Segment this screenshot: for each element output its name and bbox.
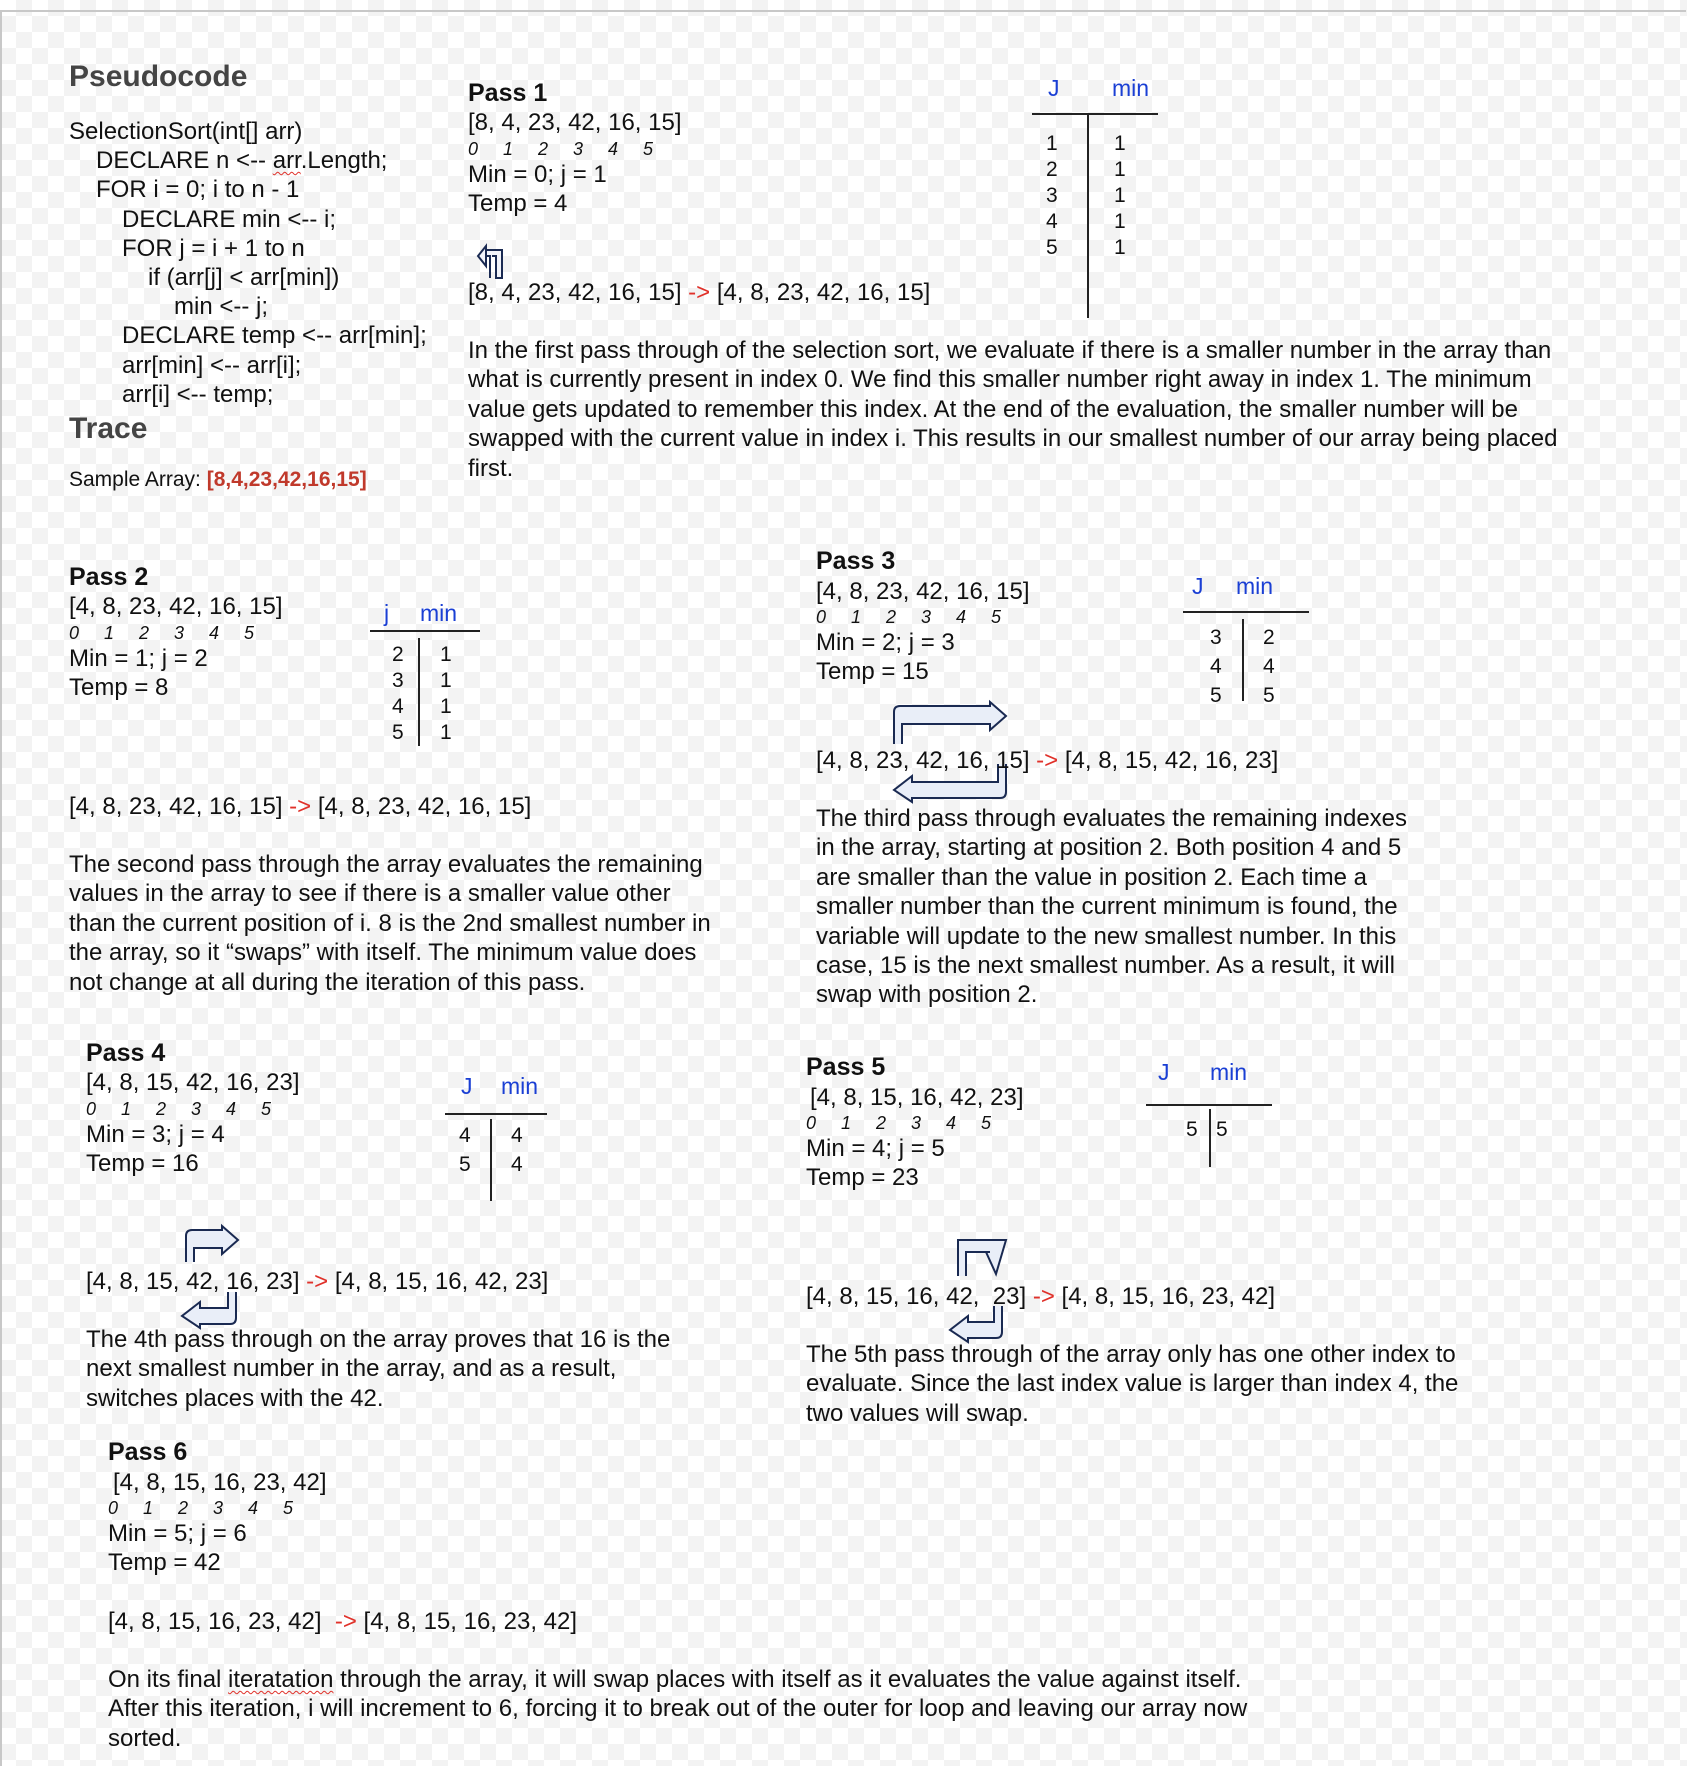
pass-3-min: Min = 2; j = 3 bbox=[816, 629, 955, 656]
pass-2-title: Pass 2 bbox=[69, 563, 149, 591]
pass-2-description: The second pass through the array evaluates the remaining values in the array to see if there is a smaller value other than the current position of i. 8 is the 2nd smallest number in the array, so it “swaps” with itself. The minimum value does not change at all during the iteration of this pass. bbox=[69, 851, 711, 996]
sample-value: [8,4,23,42,16,15] bbox=[206, 468, 367, 491]
code-line: arr[min] <-- arr[i]; bbox=[122, 351, 302, 379]
pass-6-array: [4, 8, 15, 16, 23, 42] bbox=[113, 1469, 327, 1496]
code-line: SelectionSort(int[] arr) bbox=[69, 118, 303, 145]
table-divider bbox=[418, 638, 420, 746]
code-line: arr[i] <-- temp; bbox=[122, 380, 274, 408]
table-head-j: J bbox=[1048, 75, 1060, 101]
after-array: [4, 8, 15, 16, 23, 42] bbox=[363, 1608, 578, 1635]
pass-6-swap-line bbox=[108, 1607, 577, 1636]
pass-4-title: Pass 4 bbox=[86, 1039, 166, 1067]
after-array: [4, 8, 15, 42, 16, 23] bbox=[1064, 747, 1279, 774]
pass-3-temp: Temp = 15 bbox=[816, 658, 929, 685]
pass-4-swap-line bbox=[86, 1267, 548, 1296]
pass-6-description: On its final iteratation through the array, it will swap places with itself as it evaluates the value against itself. After this iteration, i will increment to 6, forcing it to break out of the outer for loop and leaving our array now sorted. bbox=[108, 1666, 1248, 1752]
pass-1-description: In the first pass through of the selection sort, we evaluate if there is a smaller number in the array than what is currently present in index 0. We find this smaller number right away in index 1. The minimum value gets updated to remember this index. At the end of the evaluation, the smaller number will be swapped with the current value in index i. This results in our smallest number of our array being placed first. bbox=[468, 337, 1558, 482]
table-head-min: min bbox=[420, 600, 458, 626]
table-head-j: J bbox=[461, 1073, 473, 1099]
pass-2-temp: Temp = 8 bbox=[69, 674, 169, 701]
before-array: [4, 8, 23, 42, 16, 15] bbox=[69, 793, 283, 820]
pass-5-description: The 5th pass through of the array only has one other index to evaluate. Since the last index value is larger than index 4, the two values will swap. bbox=[806, 1341, 1459, 1427]
code-line: DECLARE min <-- i; bbox=[122, 205, 337, 233]
pass-4-description: The 4th pass through on the array proves that 16 is the next smallest number in the array, and as a result, switches places with the 42. bbox=[86, 1326, 671, 1412]
pass-5-indices: 0 1 2 3 4 5 bbox=[806, 1113, 992, 1133]
after-array: [4, 8, 15, 16, 23, 42] bbox=[1061, 1283, 1276, 1310]
pseudocode-block bbox=[69, 117, 427, 409]
table-rule bbox=[1146, 1104, 1272, 1106]
pass-6-temp: Temp = 42 bbox=[108, 1549, 221, 1576]
table-head-min: min bbox=[1112, 75, 1150, 101]
code-line: FOR i = 0; i to n - 1 bbox=[96, 176, 300, 204]
before-array: [4, 8, 15, 16, 23, 42] bbox=[108, 1608, 322, 1635]
pass-4-temp: Temp = 16 bbox=[86, 1150, 199, 1177]
pass-4-array: [4, 8, 15, 42, 16, 23] bbox=[86, 1069, 300, 1096]
table-j-col: 1 2 3 4 5 bbox=[1046, 132, 1058, 259]
table-min-col: 5 bbox=[1216, 1118, 1228, 1141]
pass-2-indices: 0 1 2 3 4 5 bbox=[69, 623, 255, 643]
pass-2-array: [4, 8, 23, 42, 16, 15] bbox=[69, 593, 283, 620]
after-array: [4, 8, 23, 42, 16, 15] bbox=[716, 279, 931, 306]
pass-6-indices: 0 1 2 3 4 5 bbox=[108, 1498, 294, 1518]
pass-1-temp: Temp = 4 bbox=[468, 190, 568, 217]
table-min-col: 1 1 1 1 bbox=[440, 643, 452, 744]
table-rule bbox=[370, 630, 480, 632]
table-head-j: J bbox=[1158, 1059, 1170, 1085]
after-array: [4, 8, 23, 42, 16, 15] bbox=[317, 793, 532, 820]
pass-5-title: Pass 5 bbox=[806, 1053, 886, 1081]
before-array: [4, 8, 15, 16, 42, 23] bbox=[806, 1283, 1027, 1310]
swap-arrow-left-icon bbox=[946, 1310, 1008, 1344]
table-head-j: J bbox=[1192, 573, 1204, 599]
pass-3-description: The third pass through evaluates the remaining indexes in the array, starting at position 2. Both position 4 and 5 are smaller than the value in position 2. Each time a smaller number than the current minimum is found, the variable will update to the new smallest number. In this case, 15 is the next smallest number. As a result, it will swap with position 2. bbox=[816, 805, 1408, 1009]
pass-1-array: [8, 4, 23, 42, 16, 15] bbox=[468, 109, 682, 136]
table-j-col: 3 4 5 bbox=[1210, 626, 1222, 707]
pass-6-title: Pass 6 bbox=[108, 1438, 188, 1466]
sample-label: Sample Array: bbox=[69, 468, 207, 491]
pass-3-swap-line bbox=[816, 746, 1278, 775]
swap-arrow-right-icon bbox=[182, 1228, 240, 1262]
before-array: [4, 8, 23, 42, 16, 15] bbox=[816, 747, 1030, 774]
arrow-symbol: -> bbox=[688, 279, 711, 306]
after-array: [4, 8, 15, 16, 42, 23] bbox=[334, 1268, 549, 1295]
table-head-min: min bbox=[1236, 573, 1274, 599]
trace-heading: Trace bbox=[69, 412, 148, 445]
pass-1-indices: 0 1 2 3 4 5 bbox=[468, 139, 654, 159]
table-head-min: min bbox=[501, 1073, 539, 1099]
sample-array bbox=[69, 468, 367, 492]
table-min-col: 1 1 1 1 1 bbox=[1114, 132, 1126, 259]
pass-6-min: Min = 5; j = 6 bbox=[108, 1520, 247, 1547]
pseudocode-heading: Pseudocode bbox=[69, 60, 248, 93]
pass-2-swap-line bbox=[69, 792, 531, 821]
code-line: DECLARE temp <-- arr[min]; bbox=[122, 322, 427, 350]
table-rule bbox=[1183, 611, 1309, 613]
table-divider bbox=[490, 1119, 492, 1201]
pass-5-swap-line bbox=[806, 1282, 1275, 1311]
table-head-min: min bbox=[1210, 1059, 1248, 1085]
swap-arrow-right-icon bbox=[890, 704, 1012, 734]
arrow-symbol: -> bbox=[334, 1608, 357, 1635]
code-line: min <-- j; bbox=[174, 293, 269, 321]
arrow-symbol: -> bbox=[1032, 1283, 1055, 1310]
arrow-symbol: -> bbox=[1036, 747, 1059, 774]
table-j-col: 2 3 4 5 bbox=[392, 643, 404, 744]
pass-1-min: Min = 0; j = 1 bbox=[468, 161, 607, 188]
before-array: [8, 4, 23, 42, 16, 15] bbox=[468, 279, 682, 306]
pass-2-min: Min = 1; j = 2 bbox=[69, 645, 208, 672]
pass-5-array: [4, 8, 15, 16, 42, 23] bbox=[810, 1084, 1024, 1111]
pass-3-indices: 0 1 2 3 4 5 bbox=[816, 607, 1002, 627]
before-array: [4, 8, 15, 42, 16, 23] bbox=[86, 1268, 300, 1295]
code-line: if (arr[j] < arr[min]) bbox=[148, 264, 340, 292]
pass-1-title: Pass 1 bbox=[468, 79, 548, 107]
table-head-j: j bbox=[384, 600, 390, 626]
table-rule bbox=[1032, 113, 1158, 115]
swap-arrow-down-icon bbox=[954, 1238, 1014, 1276]
pass-3-title: Pass 3 bbox=[816, 547, 896, 575]
table-divider bbox=[1087, 113, 1089, 318]
table-min-col: 2 4 5 bbox=[1263, 626, 1275, 707]
table-min-col: 4 4 bbox=[511, 1124, 523, 1176]
code-line: DECLARE n <-- arr.Length; bbox=[96, 147, 388, 175]
pass-4-min: Min = 3; j = 4 bbox=[86, 1121, 225, 1148]
table-divider bbox=[1242, 619, 1244, 701]
pass-5-temp: Temp = 23 bbox=[806, 1164, 919, 1191]
table-j-col: 4 5 bbox=[459, 1124, 471, 1176]
code-line: FOR j = i + 1 to n bbox=[122, 234, 305, 262]
swap-arrow-icon bbox=[474, 242, 508, 280]
arrow-symbol: -> bbox=[306, 1268, 329, 1295]
pass-5-min: Min = 4; j = 5 bbox=[806, 1135, 945, 1162]
table-rule bbox=[445, 1113, 547, 1115]
arrow-symbol: -> bbox=[289, 793, 312, 820]
pass-3-array: [4, 8, 23, 42, 16, 15] bbox=[816, 578, 1030, 605]
table-j-col: 5 bbox=[1186, 1118, 1198, 1141]
pass-1-swap-line bbox=[468, 278, 930, 307]
table-divider bbox=[1209, 1109, 1211, 1167]
pass-4-indices: 0 1 2 3 4 5 bbox=[86, 1099, 272, 1119]
